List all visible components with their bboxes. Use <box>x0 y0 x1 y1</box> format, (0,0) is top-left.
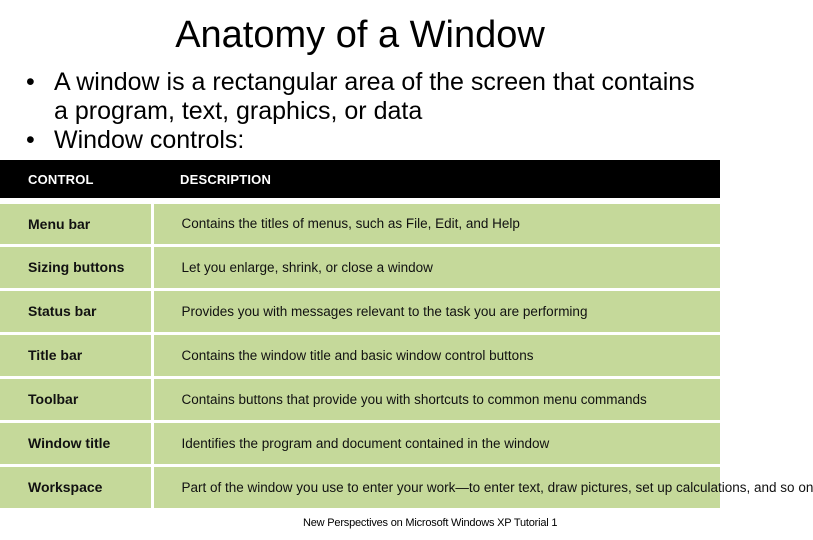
header-description: DESCRIPTION <box>152 160 720 201</box>
table-row <box>0 377 720 421</box>
table-row <box>0 465 720 509</box>
bullet-item <box>24 68 714 126</box>
slide-title: Anatomy of a Window <box>175 14 545 56</box>
window-controls-table <box>0 160 813 511</box>
control-description: Let you enlarge, shrink, or close a window <box>152 245 720 289</box>
header-control: CONTROL <box>0 160 152 201</box>
bullet-icon: • <box>26 126 35 154</box>
control-description: Contains buttons that provide you with shortcuts to common menu commands <box>152 377 720 421</box>
control-description: Identifies the program and document contained in the window <box>152 421 720 465</box>
control-name: Window title <box>0 421 152 465</box>
bullet-item <box>24 126 714 155</box>
control-description: Contains the titles of menus, such as File, Edit, and Help <box>152 201 720 245</box>
bullet-text: A window is a rectangular area of the screen that contains a program, text, graphics, or data <box>54 68 695 125</box>
table-row <box>0 201 720 245</box>
control-name: Sizing buttons <box>0 245 152 289</box>
table-header-row <box>0 160 720 201</box>
control-description: Provides you with messages relevant to the task you are performing <box>152 289 720 333</box>
table-row <box>0 421 720 465</box>
slide-footer: New Perspectives on Microsoft Windows XP Tutorial 1 <box>303 517 558 529</box>
bullet-icon: • <box>26 68 35 96</box>
bullet-text: Window controls: <box>54 126 245 154</box>
control-name: Menu bar <box>0 201 152 245</box>
control-name: Workspace <box>0 465 152 509</box>
table-row <box>0 245 720 289</box>
control-description: Part of the window you use to enter your work—to enter text, draw pictures, set up calculations, and so on <box>152 465 720 509</box>
table-row <box>0 333 720 377</box>
control-name: Title bar <box>0 333 152 377</box>
table-row <box>0 289 720 333</box>
bullet-list <box>24 68 714 155</box>
control-name: Status bar <box>0 289 152 333</box>
control-name: Toolbar <box>0 377 152 421</box>
control-description: Contains the window title and basic window control buttons <box>152 333 720 377</box>
